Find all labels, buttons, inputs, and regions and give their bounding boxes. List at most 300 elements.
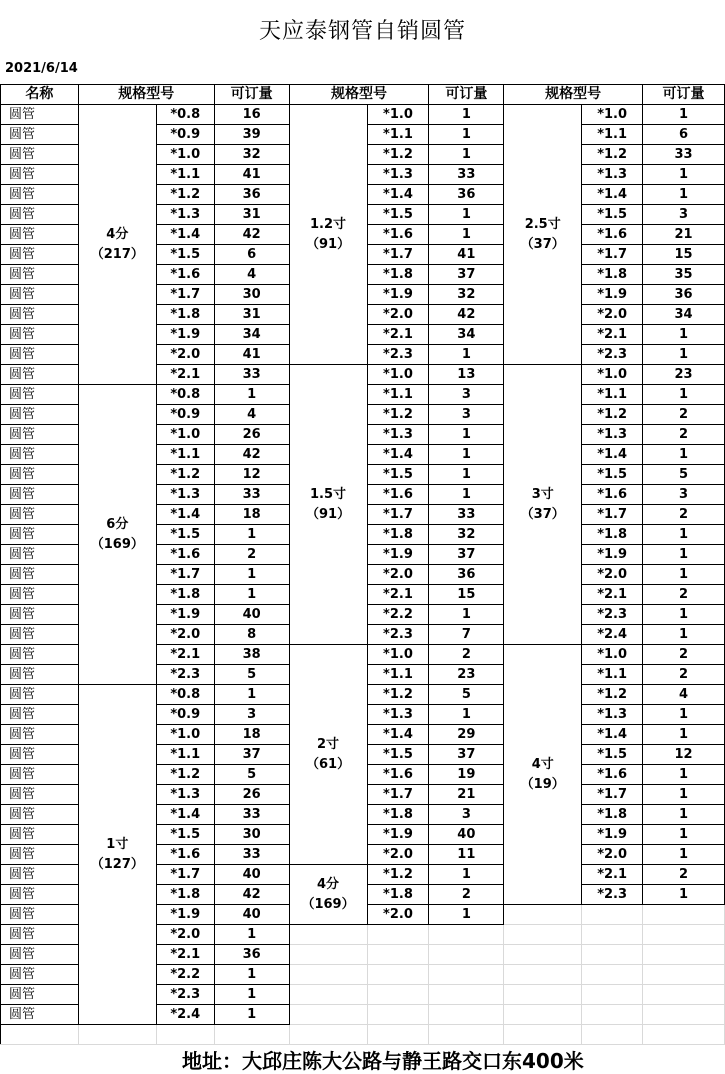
qty-cell: 1 xyxy=(643,885,725,905)
row-name: 圆管 xyxy=(1,645,79,665)
row-name: 圆管 xyxy=(1,625,79,645)
header-spec: 规格型号 xyxy=(78,85,214,105)
empty-cell xyxy=(214,1025,289,1045)
group-size: 2寸 xyxy=(317,736,340,752)
empty-cell xyxy=(582,905,643,925)
row-name: 圆管 xyxy=(1,965,79,985)
spec-cell: *1.8 xyxy=(582,805,643,825)
qty-cell: 32 xyxy=(429,525,504,545)
spec-cell: *0.9 xyxy=(156,705,214,725)
empty-cell xyxy=(643,1025,725,1045)
qty-cell: 36 xyxy=(429,565,504,585)
spec-cell: *1.6 xyxy=(367,765,429,785)
spec-cell: *1.1 xyxy=(156,165,214,185)
spec-cell: *2.0 xyxy=(367,905,429,925)
row-name: 圆管 xyxy=(1,1005,79,1025)
spec-cell: *2.1 xyxy=(156,365,214,385)
spec-cell: *1.4 xyxy=(582,185,643,205)
spec-cell: *1.2 xyxy=(156,465,214,485)
empty-cell xyxy=(643,905,725,925)
qty-cell: 1 xyxy=(429,445,504,465)
spec-cell: *0.8 xyxy=(156,385,214,405)
qty-cell: 40 xyxy=(214,605,289,625)
empty-cell xyxy=(582,985,643,1005)
qty-cell: 1 xyxy=(643,185,725,205)
qty-cell: 2 xyxy=(429,885,504,905)
header-spec: 规格型号 xyxy=(504,85,643,105)
spec-cell: *1.8 xyxy=(156,585,214,605)
qty-cell: 4 xyxy=(643,685,725,705)
spec-cell: *1.9 xyxy=(367,285,429,305)
qty-cell: 18 xyxy=(214,725,289,745)
group-label xyxy=(289,865,367,925)
qty-cell: 1 xyxy=(429,205,504,225)
row-name: 圆管 xyxy=(1,145,79,165)
group-total: （37） xyxy=(520,506,565,522)
group-size: 4分 xyxy=(317,876,340,892)
spec-cell: *1.1 xyxy=(367,385,429,405)
empty-cell xyxy=(289,945,367,965)
qty-cell: 26 xyxy=(214,425,289,445)
qty-cell: 40 xyxy=(214,865,289,885)
qty-cell: 30 xyxy=(214,285,289,305)
spec-cell: *1.4 xyxy=(367,725,429,745)
spec-cell: *1.7 xyxy=(582,245,643,265)
spec-cell: *1.5 xyxy=(156,245,214,265)
qty-cell: 3 xyxy=(214,705,289,725)
qty-cell: 1 xyxy=(214,965,289,985)
spec-cell: *1.9 xyxy=(156,605,214,625)
qty-cell: 1 xyxy=(214,565,289,585)
qty-cell: 42 xyxy=(429,305,504,325)
spec-cell: *1.0 xyxy=(367,105,429,125)
qty-cell: 35 xyxy=(643,265,725,285)
qty-cell: 1 xyxy=(214,1005,289,1025)
qty-cell: 40 xyxy=(214,905,289,925)
spec-cell: *1.2 xyxy=(156,185,214,205)
qty-cell: 3 xyxy=(429,405,504,425)
spec-cell: *1.5 xyxy=(156,525,214,545)
header-qty: 可订量 xyxy=(429,85,504,105)
empty-cell xyxy=(289,985,367,1005)
qty-cell: 5 xyxy=(643,465,725,485)
row-name: 圆管 xyxy=(1,825,79,845)
group-total: （37） xyxy=(520,236,565,252)
qty-cell: 1 xyxy=(429,865,504,885)
qty-cell: 5 xyxy=(214,765,289,785)
spec-cell: *1.5 xyxy=(156,825,214,845)
empty-cell xyxy=(582,1005,643,1025)
qty-cell: 1 xyxy=(429,905,504,925)
empty-cell xyxy=(429,925,504,945)
group-label xyxy=(78,685,156,1025)
qty-cell: 1 xyxy=(643,445,725,465)
qty-cell: 1 xyxy=(429,465,504,485)
qty-cell: 13 xyxy=(429,365,504,385)
qty-cell: 1 xyxy=(643,105,725,125)
spec-cell: *1.7 xyxy=(582,785,643,805)
spec-cell: *1.3 xyxy=(582,165,643,185)
spec-cell: *1.7 xyxy=(367,785,429,805)
empty-cell xyxy=(367,945,429,965)
group-size: 1.5寸 xyxy=(310,486,347,502)
spec-cell: *2.1 xyxy=(582,585,643,605)
row-name: 圆管 xyxy=(1,945,79,965)
empty-cell xyxy=(643,925,725,945)
spec-cell: *2.3 xyxy=(582,605,643,625)
empty-cell xyxy=(429,965,504,985)
spec-cell: *2.1 xyxy=(367,325,429,345)
spec-cell: *1.3 xyxy=(582,425,643,445)
spec-cell: *1.0 xyxy=(367,365,429,385)
row-name: 圆管 xyxy=(1,745,79,765)
qty-cell: 33 xyxy=(214,365,289,385)
qty-cell: 1 xyxy=(214,685,289,705)
spec-cell: *1.5 xyxy=(367,465,429,485)
spec-cell: *1.6 xyxy=(156,265,214,285)
group-label xyxy=(504,105,582,365)
spec-cell: *1.7 xyxy=(156,865,214,885)
empty-cell xyxy=(582,1025,643,1045)
empty-cell xyxy=(504,985,582,1005)
qty-cell: 16 xyxy=(214,105,289,125)
qty-cell: 1 xyxy=(643,825,725,845)
qty-cell: 1 xyxy=(214,585,289,605)
spec-cell: *1.5 xyxy=(582,745,643,765)
qty-cell: 1 xyxy=(643,385,725,405)
address-footer: 地址：大邱庄陈大公路与静王路交口东400米 xyxy=(182,1049,584,1073)
spec-cell: *2.3 xyxy=(367,345,429,365)
qty-cell: 23 xyxy=(429,665,504,685)
spec-cell: *1.8 xyxy=(367,885,429,905)
qty-cell: 1 xyxy=(214,525,289,545)
qty-cell: 33 xyxy=(429,165,504,185)
group-size: 1.2寸 xyxy=(310,216,347,232)
spec-cell: *2.0 xyxy=(582,305,643,325)
table-row xyxy=(1,105,725,125)
spec-cell: *1.3 xyxy=(367,165,429,185)
row-name: 圆管 xyxy=(1,545,79,565)
spec-cell: *2.2 xyxy=(156,965,214,985)
row-name: 圆管 xyxy=(1,485,79,505)
spec-cell: *1.2 xyxy=(156,765,214,785)
group-total: （127） xyxy=(90,856,144,872)
group-size: 4分 xyxy=(106,226,129,242)
group-label xyxy=(504,365,582,645)
qty-cell: 36 xyxy=(429,185,504,205)
group-size: 2.5寸 xyxy=(524,216,561,232)
row-name: 圆管 xyxy=(1,305,79,325)
row-name: 圆管 xyxy=(1,565,79,585)
qty-cell: 1 xyxy=(429,105,504,125)
spec-cell: *1.6 xyxy=(367,225,429,245)
spec-cell: *1.8 xyxy=(367,525,429,545)
spec-cell: *1.7 xyxy=(156,565,214,585)
qty-cell: 42 xyxy=(214,225,289,245)
qty-cell: 41 xyxy=(214,165,289,185)
group-size: 4寸 xyxy=(531,756,554,772)
qty-cell: 4 xyxy=(214,265,289,285)
spec-cell: *1.0 xyxy=(582,105,643,125)
spec-cell: *1.5 xyxy=(582,465,643,485)
empty-cell xyxy=(504,945,582,965)
qty-cell: 38 xyxy=(214,645,289,665)
spec-cell: *1.4 xyxy=(367,445,429,465)
spec-cell: *1.7 xyxy=(156,285,214,305)
spec-cell: *1.7 xyxy=(367,505,429,525)
spec-cell: *1.0 xyxy=(367,645,429,665)
spec-cell: *1.3 xyxy=(156,485,214,505)
empty-cell xyxy=(1,1025,79,1045)
spec-cell: *1.2 xyxy=(367,405,429,425)
spec-cell: *1.1 xyxy=(156,745,214,765)
page-title: 天应泰钢管自销圆管 xyxy=(258,19,466,44)
spec-cell: *2.3 xyxy=(582,885,643,905)
group-label xyxy=(289,645,367,865)
spec-cell: *1.5 xyxy=(582,205,643,225)
spec-cell: *1.2 xyxy=(367,865,429,885)
qty-cell: 34 xyxy=(643,305,725,325)
qty-cell: 31 xyxy=(214,205,289,225)
qty-cell: 1 xyxy=(429,485,504,505)
qty-cell: 31 xyxy=(214,305,289,325)
spec-cell: *1.2 xyxy=(582,405,643,425)
row-name: 圆管 xyxy=(1,445,79,465)
empty-cell xyxy=(429,1025,504,1045)
empty-cell xyxy=(643,965,725,985)
empty-cell xyxy=(643,1005,725,1025)
spec-cell: *0.9 xyxy=(156,405,214,425)
qty-cell: 3 xyxy=(429,385,504,405)
stock-table xyxy=(0,84,725,1045)
qty-cell: 1 xyxy=(643,785,725,805)
qty-cell: 1 xyxy=(214,925,289,945)
qty-cell: 12 xyxy=(643,745,725,765)
spec-cell: *1.1 xyxy=(582,125,643,145)
qty-cell: 1 xyxy=(429,145,504,165)
spec-cell: *1.0 xyxy=(156,725,214,745)
qty-cell: 7 xyxy=(429,625,504,645)
spec-cell: *1.6 xyxy=(367,485,429,505)
row-name: 圆管 xyxy=(1,985,79,1005)
qty-cell: 1 xyxy=(643,525,725,545)
group-total: （61） xyxy=(305,756,351,772)
empty-cell xyxy=(156,1025,214,1045)
qty-cell: 1 xyxy=(429,705,504,725)
qty-cell: 6 xyxy=(643,125,725,145)
qty-cell: 33 xyxy=(214,805,289,825)
row-name: 圆管 xyxy=(1,125,79,145)
empty-cell xyxy=(643,985,725,1005)
spec-cell: *1.1 xyxy=(582,665,643,685)
spec-cell: *1.9 xyxy=(156,325,214,345)
row-name: 圆管 xyxy=(1,905,79,925)
spec-cell: *1.6 xyxy=(156,845,214,865)
spec-cell: *1.8 xyxy=(367,265,429,285)
spec-cell: *2.0 xyxy=(156,925,214,945)
empty-cell xyxy=(582,945,643,965)
spec-cell: *1.9 xyxy=(582,285,643,305)
empty-cell xyxy=(289,1025,367,1045)
spec-cell: *2.0 xyxy=(156,625,214,645)
spec-cell: *1.6 xyxy=(582,765,643,785)
qty-cell: 1 xyxy=(429,345,504,365)
row-name: 圆管 xyxy=(1,285,79,305)
spec-cell: *1.9 xyxy=(367,545,429,565)
qty-cell: 1 xyxy=(643,565,725,585)
date-label: 2021/6/14 xyxy=(5,61,78,76)
qty-cell: 1 xyxy=(643,545,725,565)
empty-cell xyxy=(78,1025,156,1045)
row-name: 圆管 xyxy=(1,805,79,825)
spec-cell: *2.3 xyxy=(582,345,643,365)
spec-cell: *2.1 xyxy=(156,945,214,965)
spec-cell: *1.8 xyxy=(367,805,429,825)
qty-cell: 3 xyxy=(429,805,504,825)
group-label xyxy=(289,105,367,365)
qty-cell: 2 xyxy=(643,645,725,665)
group-total: （169） xyxy=(90,536,144,552)
header-row xyxy=(1,85,725,105)
spec-cell: *0.8 xyxy=(156,105,214,125)
spec-cell: *2.2 xyxy=(367,605,429,625)
row-name: 圆管 xyxy=(1,705,79,725)
spec-cell: *1.5 xyxy=(367,205,429,225)
qty-cell: 33 xyxy=(214,845,289,865)
spec-cell: *1.9 xyxy=(582,825,643,845)
group-total: （217） xyxy=(90,246,144,262)
spec-cell: *1.1 xyxy=(582,385,643,405)
row-name: 圆管 xyxy=(1,865,79,885)
qty-cell: 40 xyxy=(429,825,504,845)
spec-cell: *2.4 xyxy=(156,1005,214,1025)
qty-cell: 5 xyxy=(429,685,504,705)
spec-cell: *1.6 xyxy=(582,225,643,245)
group-label xyxy=(289,365,367,645)
qty-cell: 2 xyxy=(643,865,725,885)
spec-cell: *1.3 xyxy=(156,205,214,225)
qty-cell: 8 xyxy=(214,625,289,645)
empty-cell xyxy=(367,925,429,945)
empty-cell xyxy=(582,925,643,945)
spec-cell: *1.6 xyxy=(582,485,643,505)
empty-cell xyxy=(504,925,582,945)
empty-cell xyxy=(367,985,429,1005)
qty-cell: 12 xyxy=(214,465,289,485)
spec-cell: *2.1 xyxy=(582,325,643,345)
qty-cell: 1 xyxy=(429,225,504,245)
qty-cell: 33 xyxy=(643,145,725,165)
qty-cell: 1 xyxy=(429,425,504,445)
spec-cell: *2.3 xyxy=(156,665,214,685)
qty-cell: 41 xyxy=(429,245,504,265)
row-name: 圆管 xyxy=(1,225,79,245)
spec-cell: *2.0 xyxy=(367,565,429,585)
group-label xyxy=(504,645,582,905)
group-total: （19） xyxy=(520,776,565,792)
row-name: 圆管 xyxy=(1,465,79,485)
empty-cell xyxy=(643,945,725,965)
spec-cell: *2.0 xyxy=(367,305,429,325)
empty-cell xyxy=(582,965,643,985)
empty-cell xyxy=(367,965,429,985)
spec-cell: *1.0 xyxy=(156,145,214,165)
row-name: 圆管 xyxy=(1,405,79,425)
qty-cell: 4 xyxy=(214,405,289,425)
row-name: 圆管 xyxy=(1,325,79,345)
spec-cell: *1.3 xyxy=(582,705,643,725)
spec-cell: *2.0 xyxy=(582,845,643,865)
row-name: 圆管 xyxy=(1,925,79,945)
qty-cell: 11 xyxy=(429,845,504,865)
qty-cell: 6 xyxy=(214,245,289,265)
qty-cell: 34 xyxy=(429,325,504,345)
spec-cell: *1.3 xyxy=(367,705,429,725)
spec-cell: *1.9 xyxy=(582,545,643,565)
qty-cell: 37 xyxy=(214,745,289,765)
spec-cell: *2.4 xyxy=(582,625,643,645)
row-name: 圆管 xyxy=(1,345,79,365)
empty-cell xyxy=(289,965,367,985)
qty-cell: 33 xyxy=(214,485,289,505)
row-name: 圆管 xyxy=(1,665,79,685)
qty-cell: 2 xyxy=(214,545,289,565)
row-name: 圆管 xyxy=(1,185,79,205)
qty-cell: 33 xyxy=(429,505,504,525)
spec-cell: *2.0 xyxy=(582,565,643,585)
spec-cell: *1.4 xyxy=(582,725,643,745)
qty-cell: 26 xyxy=(214,785,289,805)
spec-cell: *1.8 xyxy=(156,885,214,905)
qty-cell: 1 xyxy=(643,345,725,365)
row-name: 圆管 xyxy=(1,785,79,805)
qty-cell: 1 xyxy=(643,765,725,785)
qty-cell: 1 xyxy=(214,385,289,405)
qty-cell: 1 xyxy=(643,725,725,745)
spec-cell: *1.0 xyxy=(156,425,214,445)
row-name: 圆管 xyxy=(1,245,79,265)
qty-cell: 39 xyxy=(214,125,289,145)
qty-cell: 1 xyxy=(429,125,504,145)
blank-row xyxy=(1,1025,725,1045)
spec-cell: *1.0 xyxy=(582,645,643,665)
spec-cell: *1.1 xyxy=(367,125,429,145)
spec-cell: *1.9 xyxy=(156,905,214,925)
qty-cell: 2 xyxy=(643,425,725,445)
qty-cell: 21 xyxy=(429,785,504,805)
row-name: 圆管 xyxy=(1,765,79,785)
empty-cell xyxy=(429,945,504,965)
row-name: 圆管 xyxy=(1,265,79,285)
row-name: 圆管 xyxy=(1,605,79,625)
spec-cell: *2.1 xyxy=(156,645,214,665)
row-name: 圆管 xyxy=(1,165,79,185)
row-name: 圆管 xyxy=(1,585,79,605)
empty-cell xyxy=(429,1005,504,1025)
empty-cell xyxy=(504,1025,582,1045)
header-name: 名称 xyxy=(1,85,79,105)
spec-cell: *2.1 xyxy=(367,585,429,605)
row-name: 圆管 xyxy=(1,885,79,905)
qty-cell: 42 xyxy=(214,885,289,905)
empty-cell xyxy=(289,1005,367,1025)
qty-cell: 21 xyxy=(643,225,725,245)
row-name: 圆管 xyxy=(1,205,79,225)
spec-cell: *1.3 xyxy=(156,785,214,805)
qty-cell: 1 xyxy=(643,165,725,185)
spec-cell: *2.0 xyxy=(156,345,214,365)
qty-cell: 2 xyxy=(643,505,725,525)
